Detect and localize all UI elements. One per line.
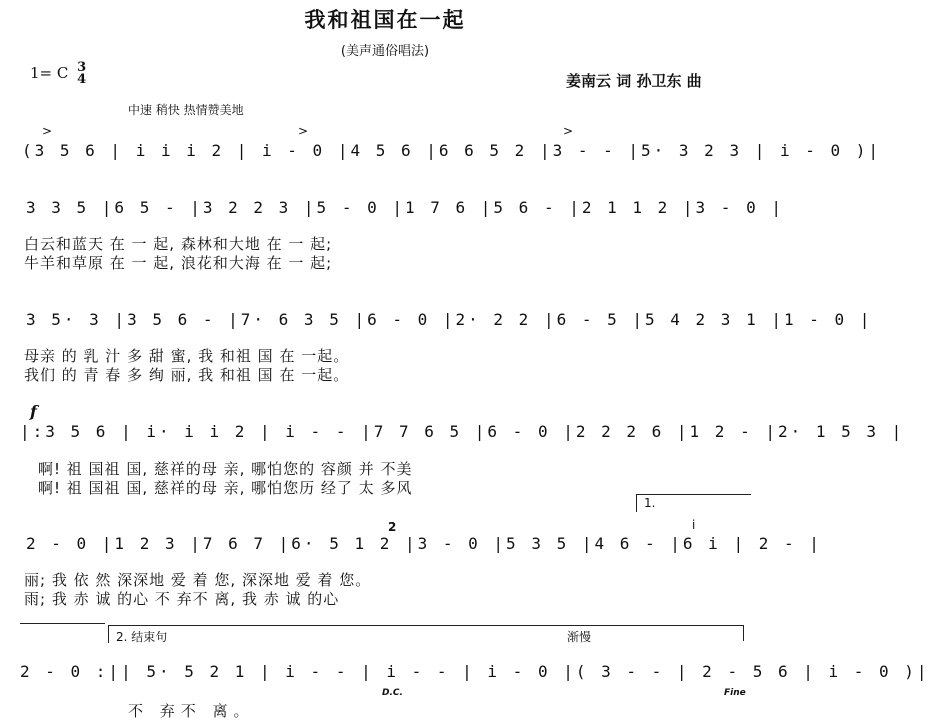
lyric-line: 雨; 我 赤 诚 的心 不 弃不 离, 我 赤 诚 的心 [24, 590, 340, 608]
meter-top: 3 [77, 60, 87, 75]
lyric-line: 母亲 的 乳 汁 多 甜 蜜, 我 和祖 国 在 一起。 [24, 347, 350, 365]
song-title: 我和祖国在一起 [304, 8, 466, 32]
grace-note: i [692, 518, 696, 532]
lyric-line: 啊! 祖 国祖 国, 慈祥的母 亲, 哪怕您的 容颜 并 不美 [38, 460, 413, 478]
lyric-line: 我们 的 青 春 多 绚 丽, 我 和祖 国 在 一起。 [24, 366, 350, 384]
lyric-line: 啊! 祖 国祖 国, 慈祥的母 亲, 哪怕您历 经了 太 多风 [38, 479, 413, 497]
notation-line: 2 - 0 |1 2 3 |7 6 7 |6· 5 1 2 |3 - 0 |5 3 5 |4 6 - |6 i | 2 - | [26, 534, 822, 553]
meter-change: 2 [388, 520, 397, 534]
lyric-line: 白云和蓝天 在 一 起, 森林和大地 在 一 起; [24, 235, 333, 253]
notation-line: (3 5 6 | i i i 2 | i - 0 |4 5 6 |6 6 5 2 |3 - - |5· 3 2 3 | i - 0 )| [22, 141, 882, 160]
volta-end-line [20, 623, 105, 624]
volta-bracket-2-end [743, 625, 744, 641]
volta-2-label: 2. 结束句 [116, 630, 168, 644]
ritardando-marking: 渐慢 [567, 630, 592, 644]
notation-line: |:3 5 6 | i· i i 2 | i - - |7 7 6 5 |6 - 0 |2 2 2 6 |1 2 - |2· 1 5 3 | [20, 422, 905, 441]
volta-bracket-1 [636, 494, 751, 495]
notation-line: 2 - 0 :|| 5· 5 2 1 | i - - | i - - | i - 0 |( 3 - - | 2 - 5 6 | i - 0 )| [20, 662, 930, 681]
accent-mark: > [42, 124, 53, 138]
notation-line: 3 5· 3 |3 5 6 - |7· 6 3 5 |6 - 0 |2· 2 2 |6 - 5 |5 4 2 3 1 |1 - 0 | [26, 310, 873, 329]
lyric-line: 牛羊和草原 在 一 起, 浪花和大海 在 一 起; [24, 254, 333, 272]
key-label: 1= C [30, 64, 69, 82]
meter-bottom: 4 [77, 72, 87, 87]
song-subtitle: (美声通俗唱法) [340, 44, 430, 59]
lyric-line: 丽; 我 依 然 深深地 爱 着 您, 深深地 爱 着 您。 [24, 571, 372, 589]
dc-marking: D.C. [382, 688, 403, 698]
credits: 姜南云 词 孙卫东 曲 [566, 72, 702, 90]
volta-bracket-2-edge [108, 625, 109, 643]
volta-bracket-1-edge [636, 494, 637, 512]
volta-1-label: 1. [644, 496, 656, 510]
notation-line: 3 3 5 |6 5 - |3 2 2 3 |5 - 0 |1 7 6 |5 6 - |2 1 1 2 |3 - 0 | [26, 198, 784, 217]
key-signature [30, 62, 86, 86]
time-signature [77, 62, 86, 86]
accent-mark: > [563, 124, 574, 138]
fine-marking: Fine [724, 688, 746, 698]
lyric-line: 不 弃不 离。 [128, 702, 255, 720]
volta-bracket-2 [108, 625, 744, 626]
accent-mark: > [298, 124, 309, 138]
tempo-marking: 中速 稍快 热情赞美地 [128, 103, 244, 117]
forte-marking: f [30, 402, 37, 421]
